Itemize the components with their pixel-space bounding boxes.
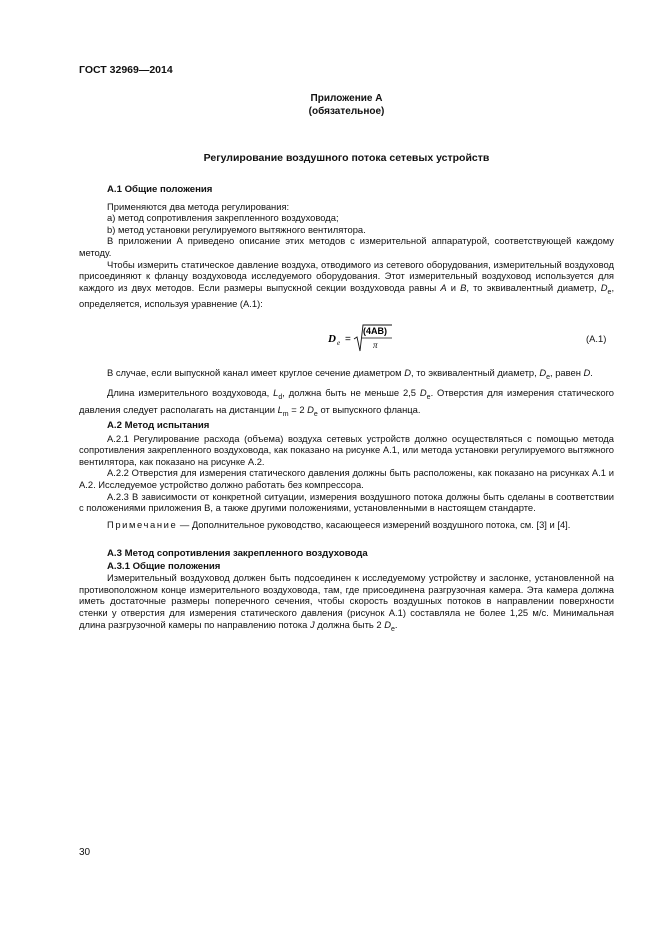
paragraph: В приложении А приведено описание этих методов с измерительной аппаратурой, соответствующей каждому методу. (79, 235, 614, 258)
list-item: а) метод сопротивления закрепленного воздуховода; (107, 212, 339, 224)
section-a3-heading: А.3 Метод сопротивления закрепленного воздуховода (107, 548, 368, 559)
list-item: b) метод установки регулируемого вытяжного вентилятора. (107, 223, 366, 235)
main-title: Регулирование воздушного потока сетевых устройств (203, 152, 490, 164)
page-number: 30 (79, 847, 91, 858)
paragraph: Измерительный воздуховод должен быть подсоединен к исследуемому устройству и заслонке, установленной на противоположном конце измерительного воздуховода, там, где присоединена разгрузочная камера. Эта камера должна иметь достаточные размеры поперечного сечения, чтобы скорость воздушных потоков в направлении поверхности стенки у отверстия для измерения статического давления (рисунок А.1) составляла не более 1,25 м/с. Минимальная длина разгрузочной камеры по направлению потока J должна быть 2 $D_e$. (79, 572, 614, 633)
paragraph: А.2.1 Регулирование расхода (объема) воздуха сетевых устройств должно осуществляться с помощью метода сопротивления закрепленного воздуховода, как показано на рисунке А.1, или метода установки регулируемого вытяжного вентилятора, как показано на рисунке А.2. (79, 432, 614, 467)
section-a31-heading: А.3.1 Общие положения (107, 560, 221, 572)
paragraph: А.2.2 Отверстия для измерения статического давления должны быть расположены, как показано на рисунках А.1 и А.2. Исследуемое устройство должно работать без компрессора. (79, 467, 614, 490)
paragraph: Применяются два метода регулирования: (107, 200, 290, 212)
section-a1-heading: А.1 Общие положения (107, 184, 213, 195)
paragraph: А.2.3 В зависимости от конкретной ситуации, измерения воздушного потока должны быть сделаны в соответствии с положениями приложения В, а также другими положениями, установленными в настоящем стандарте. (79, 490, 614, 514)
paragraph: Чтобы измерить статическое давление воздуха, отводимого из сетевого оборудования, измерительный воздуховод присоединяют к фланцу воздуховода исследуемого оборудования. Этот измерительный воздуховод используется для каждого из двух методов. Если размеры выпускной секции воздуховода равны А и В, то эквивалентный диаметр, $D_e$, определяется, используя уравнение (А.1): (79, 258, 615, 310)
equation-number: (А.1) (586, 333, 607, 344)
paragraph: Длина измерительного воздуховода, $L_d$, должна быть не меньше 2,5 $D_e$. Отверстия для измерения статического давления следует располагать на дистанции $L_m = 2$ $D_e$ от выпускного фланца. (79, 387, 615, 418)
equation-a1 (300, 322, 460, 354)
section-a2 (79, 420, 614, 530)
appendix-subtitle: (обязательное) (308, 106, 385, 117)
note: Примечание — Дополнительное руководство, касающееся измерений воздушного потока, см. [3] и [4]. (107, 518, 571, 530)
formula-equals: = (345, 334, 351, 345)
equivalent-diameter-text (79, 367, 614, 420)
section-a3 (79, 548, 614, 635)
formula-lhs: D (328, 333, 336, 345)
formula-numerator: (4AB) (363, 326, 387, 336)
note-label: Примечание (107, 518, 178, 530)
paragraph: В случае, если выпускной канал имеет круглое сечение диаметром D, то эквивалентный диаметр, $D_e$, равен D. (107, 367, 593, 381)
appendix-title: Приложение А (310, 93, 383, 104)
formula-denominator: π (373, 340, 378, 350)
formula-lhs-sub: e (337, 339, 341, 347)
section-a2-heading: А.2 Метод испытания (107, 420, 210, 431)
section-a1 (79, 184, 614, 310)
document-id: ГОСТ 32969—2014 (79, 64, 173, 76)
